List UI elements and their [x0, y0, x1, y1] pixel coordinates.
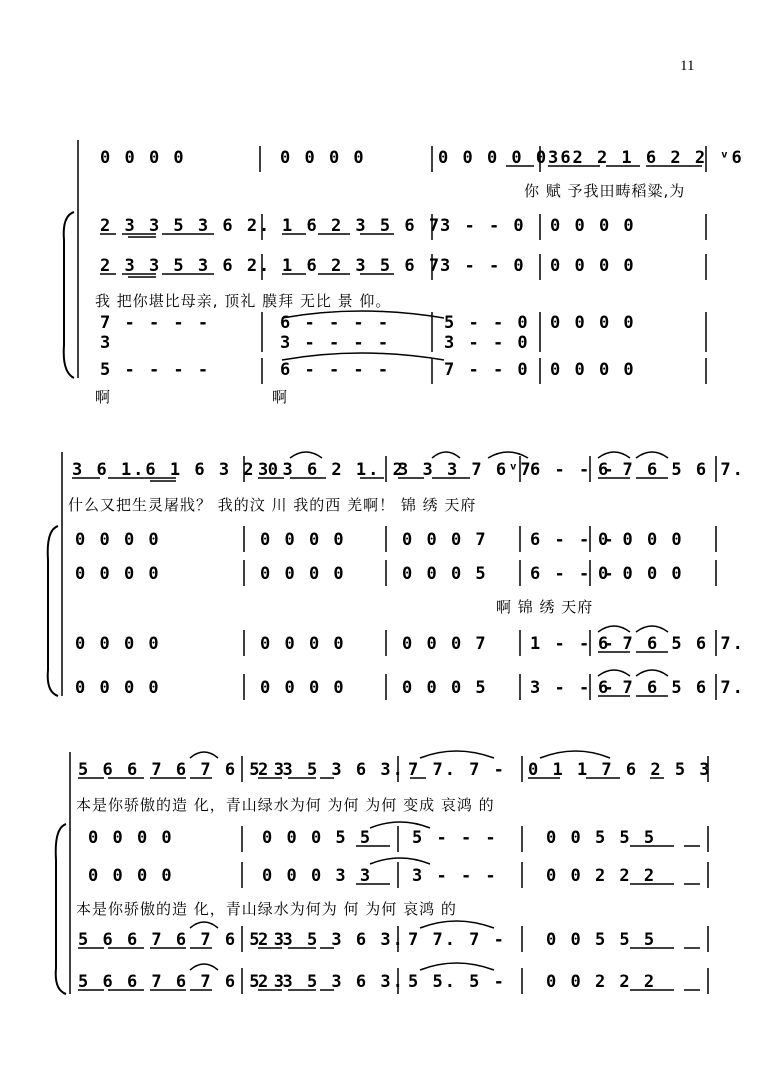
notation-measure: 3 [100, 333, 113, 353]
notation-measure: 6 7 6 5 6 7. [598, 678, 745, 698]
notation-measure: 0 0 0 0 [550, 256, 636, 276]
notation-measure: 0 0 0 5 [402, 678, 488, 698]
notation-measure: 6 - - - [530, 460, 616, 480]
notation-measure: 5 6 6 7 6 7 6 5 3 [78, 972, 286, 992]
notation-measure: 0 0 0 0 [88, 866, 174, 886]
notation-measure: 0 0 0 0 [260, 530, 346, 550]
notation-measure: 7 - - - - [100, 313, 211, 333]
notation-measure: 3 2 2 1 6 2 2 ᵛ6 [548, 148, 744, 168]
notation-measure: 2 3 5 3 6 3. [258, 760, 405, 780]
notation-measure: 0 0 0 0 [550, 313, 636, 333]
notation-measure: 2 3 3 5 3 6 2. [100, 256, 272, 276]
notation-measure: 0 0 0 5 [402, 564, 488, 584]
notation-measure: 7 7. 7 - [408, 930, 506, 950]
notation-measure: 0 0 0 7 [402, 530, 488, 550]
notation-measure: 6 - - - - [280, 313, 391, 333]
notation-measure: 0 0 0 0 [260, 564, 346, 584]
system-brace [48, 526, 58, 696]
notation-measure: 3 3 6 2 1. 2 [258, 460, 405, 480]
notation-measure: 0 0 0 0 [280, 148, 366, 168]
notation-measure: 0 0 0 0 [260, 678, 346, 698]
notation-measure: 0 0 0 0 [598, 564, 684, 584]
notation-measure: 3 3 3 7 6ᵛ7 [398, 460, 533, 480]
notation-measure: 1 6 2 3 5 6 7 [282, 216, 442, 236]
notation-measure: 3 - - - [412, 866, 498, 886]
system-brace [56, 824, 66, 994]
notation-measure: 0 0 5 5 5 [546, 828, 657, 848]
notation-measure: 6 - - - [530, 530, 616, 550]
notation-measure: 0 0 0 0 [550, 216, 636, 236]
notation-measure: 3 - - - - [280, 333, 391, 353]
notation-measure: 0 0 2 2 2 [546, 972, 657, 992]
notation-measure: 2 3 3 5 3 6 2. [100, 216, 272, 236]
lyric-line: 我 把你堪比母亲, 顶礼 膜拜 无比 景 仰。 [95, 292, 392, 310]
lyric-line: 你 赋 予我田畴稻粱,为 [524, 182, 686, 200]
notation-measure: 0 0 0 0 [260, 634, 346, 654]
notation-measure: 0 0 5 5 5 [546, 930, 657, 950]
lyric-line: 啊 [272, 388, 289, 406]
notation-measure: 0 0 0 7 [402, 634, 488, 654]
notation-measure: 6 - - - [530, 564, 616, 584]
page-number: 11 [680, 58, 695, 74]
notation-measure: 3 6 1.6 1 6 3 2 0 [72, 460, 280, 480]
notation-measure: 0 0 0 0 [75, 564, 161, 584]
notation-measure: 3 - - 0 [444, 333, 530, 353]
lyric-line: 什么又把生灵屠戕？ 我的汶 川 我的西 羌啊！ 锦 绣 天府 [68, 496, 477, 514]
notation-measure: 0 0 0 5 5 [262, 828, 373, 848]
notation-measure: 6 7 6 5 6 7. [598, 634, 745, 654]
notation-measure: 2 3 5 3 6 3. [258, 930, 405, 950]
notation-measure: 7 - - 0 [444, 360, 530, 380]
notation-measure: 5 6 6 7 6 7 6 5 3 [78, 760, 286, 780]
notation-measure: 0 0 0 0 [550, 360, 636, 380]
notation-measure: 0 0 0 0 [75, 678, 161, 698]
notation-measure: 7 7. 7 - [408, 760, 506, 780]
notation-measure: 3 - - 0 [440, 216, 526, 236]
notation-measure: 3 - - - [530, 678, 616, 698]
notation-measure: 0 0 0 0 [75, 530, 161, 550]
notation-measure: 0 0 0 0 0 6 [438, 148, 573, 168]
notation-measure: 6 7 6 5 6 7. [598, 460, 745, 480]
notation-measure: 2 3 5 3 6 3. [258, 972, 405, 992]
notation-measure: 5 5. 5 - [408, 972, 506, 992]
notation-measure: 3 - - 0 [440, 256, 526, 276]
notation-measure: 0 0 0 0 [75, 634, 161, 654]
lyric-line: 啊 [95, 388, 112, 406]
notation-measure: 0 0 0 3 3 [262, 866, 373, 886]
lyric-line: 本是你骄傲的造 化，青山绿水为何为 何 为何 哀鸿 的 [76, 900, 457, 918]
notation-measure: 1 - - - [530, 634, 616, 654]
notation-measure: 0 0 0 0 [598, 530, 684, 550]
notation-measure: 0 0 0 0 [88, 828, 174, 848]
notation-measure: 5 - - 0 [444, 313, 530, 333]
lyric-line: 啊 锦 绣 天府 [496, 598, 594, 616]
notation-measure: 5 6 6 7 6 7 6 5 3 [78, 930, 286, 950]
notation-measure: 6 - - - - [280, 360, 391, 380]
notation-measure: 0 0 0 0 [100, 148, 186, 168]
notation-measure: 5 - - - [412, 828, 498, 848]
notation-measure: 0 0 2 2 2 [546, 866, 657, 886]
notation-measure: 5 - - - - [100, 360, 211, 380]
notation-measure: 0 1 1 7 6 2 5 3 [528, 760, 712, 780]
lyric-line: 本是你骄傲的造 化，青山绿水为何 为何 为何 变成 哀鸿 的 [76, 796, 495, 814]
system-brace [64, 212, 74, 378]
notation-measure: 1 6 2 3 5 6 7 [282, 256, 442, 276]
